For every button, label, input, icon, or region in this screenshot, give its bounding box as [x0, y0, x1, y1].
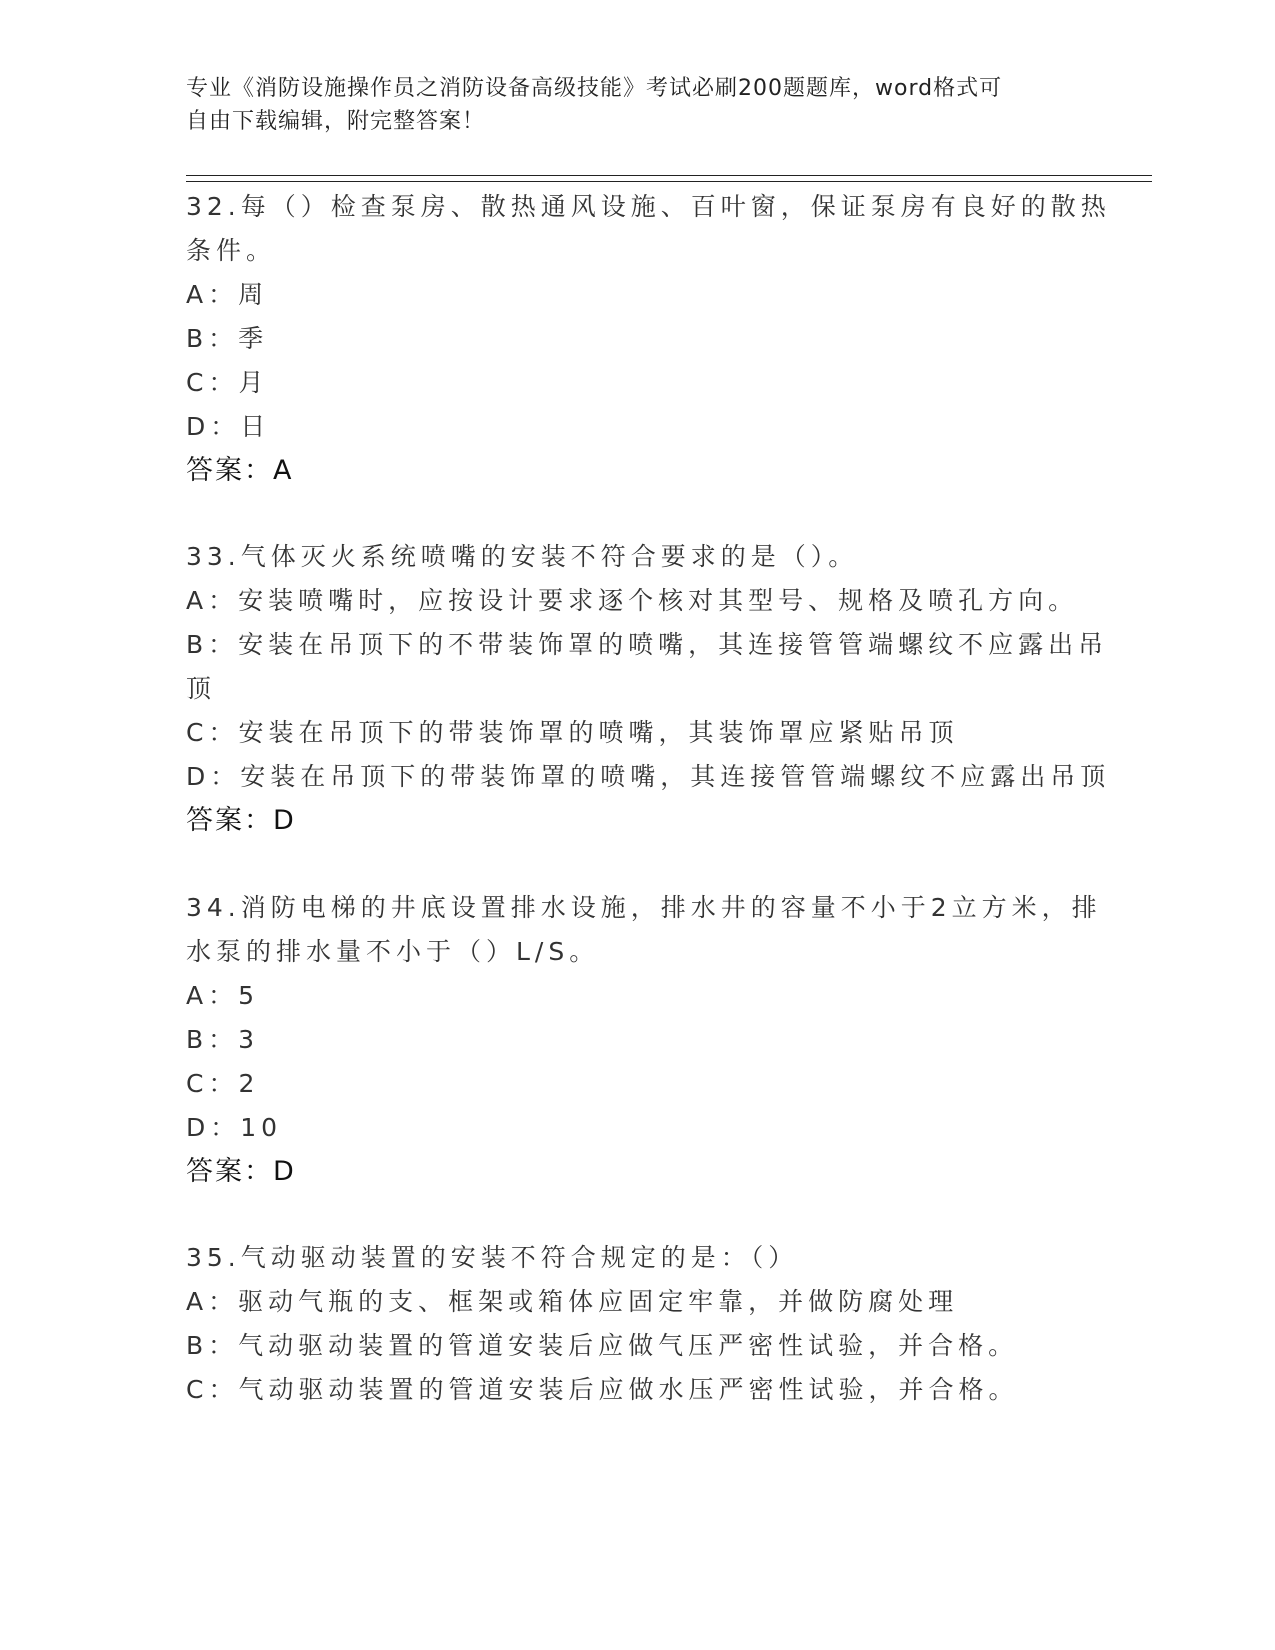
question-33-answer: 答案：D	[186, 805, 296, 836]
question-33-stem-line-1: 33.气体灭火系统喷嘴的安装不符合要求的是（）。	[186, 542, 859, 571]
question-35-option-c: C：气动驱动装置的管道安装后应做水压严密性试验，并合格。	[186, 1375, 1019, 1404]
question-33-option-d: D：安装在吊顶下的带装饰罩的喷嘴，其连接管管端螺纹不应露出吊顶	[186, 762, 1111, 791]
header-line-2: 自由下载编辑，附完整答案！	[186, 109, 486, 134]
question-34-stem-line-1: 34.消防电梯的井底设置排水设施，排水井的容量不小于2立方米，排	[186, 893, 1102, 922]
question-32-option-c: C：月	[186, 368, 269, 397]
question-35-option-a: A：驱动气瓶的支、框架或箱体应固定牢靠，并做防腐处理	[186, 1287, 959, 1316]
question-33-option-a: A：安装喷嘴时，应按设计要求逐个核对其型号、规格及喷孔方向。	[186, 586, 1079, 615]
question-32-option-d: D：日	[186, 412, 271, 441]
question-32-option-b: B：季	[186, 324, 269, 353]
header-divider-bottom	[186, 181, 1152, 182]
question-32-answer: 答案：A	[186, 455, 294, 486]
question-33-option-c: C：安装在吊顶下的带装饰罩的喷嘴，其装饰罩应紧贴吊顶	[186, 718, 959, 747]
question-34-option-b: B：3	[186, 1025, 260, 1054]
header-divider-top	[186, 175, 1152, 176]
question-33-option-b-cont: 顶	[186, 674, 217, 703]
question-35-stem-line-1: 35.气动驱动装置的安装不符合规定的是：（）	[186, 1243, 799, 1272]
question-32-stem-line-1: 32.每（）检查泵房、散热通风设施、百叶窗，保证泵房有良好的散热	[186, 192, 1111, 221]
question-34-stem-line-2: 水泵的排水量不小于（）L/S。	[186, 937, 600, 966]
question-34-option-a: A：5	[186, 981, 260, 1010]
header-line-1: 专业《消防设施操作员之消防设备高级技能》考试必刷200题题库，word格式可	[186, 76, 1003, 101]
question-33-option-b: B：安装在吊顶下的不带装饰罩的喷嘴，其连接管管端螺纹不应露出吊	[186, 630, 1109, 659]
question-34-answer: 答案：D	[186, 1156, 296, 1187]
question-32-option-a: A：周	[186, 280, 269, 309]
document-header	[186, 72, 1066, 138]
question-34-option-d: D：10	[186, 1113, 283, 1142]
question-34-option-c: C：2	[186, 1069, 260, 1098]
question-35-option-b: B：气动驱动装置的管道安装后应做气压严密性试验，并合格。	[186, 1331, 1019, 1360]
question-32-stem-line-2: 条件。	[186, 236, 277, 265]
